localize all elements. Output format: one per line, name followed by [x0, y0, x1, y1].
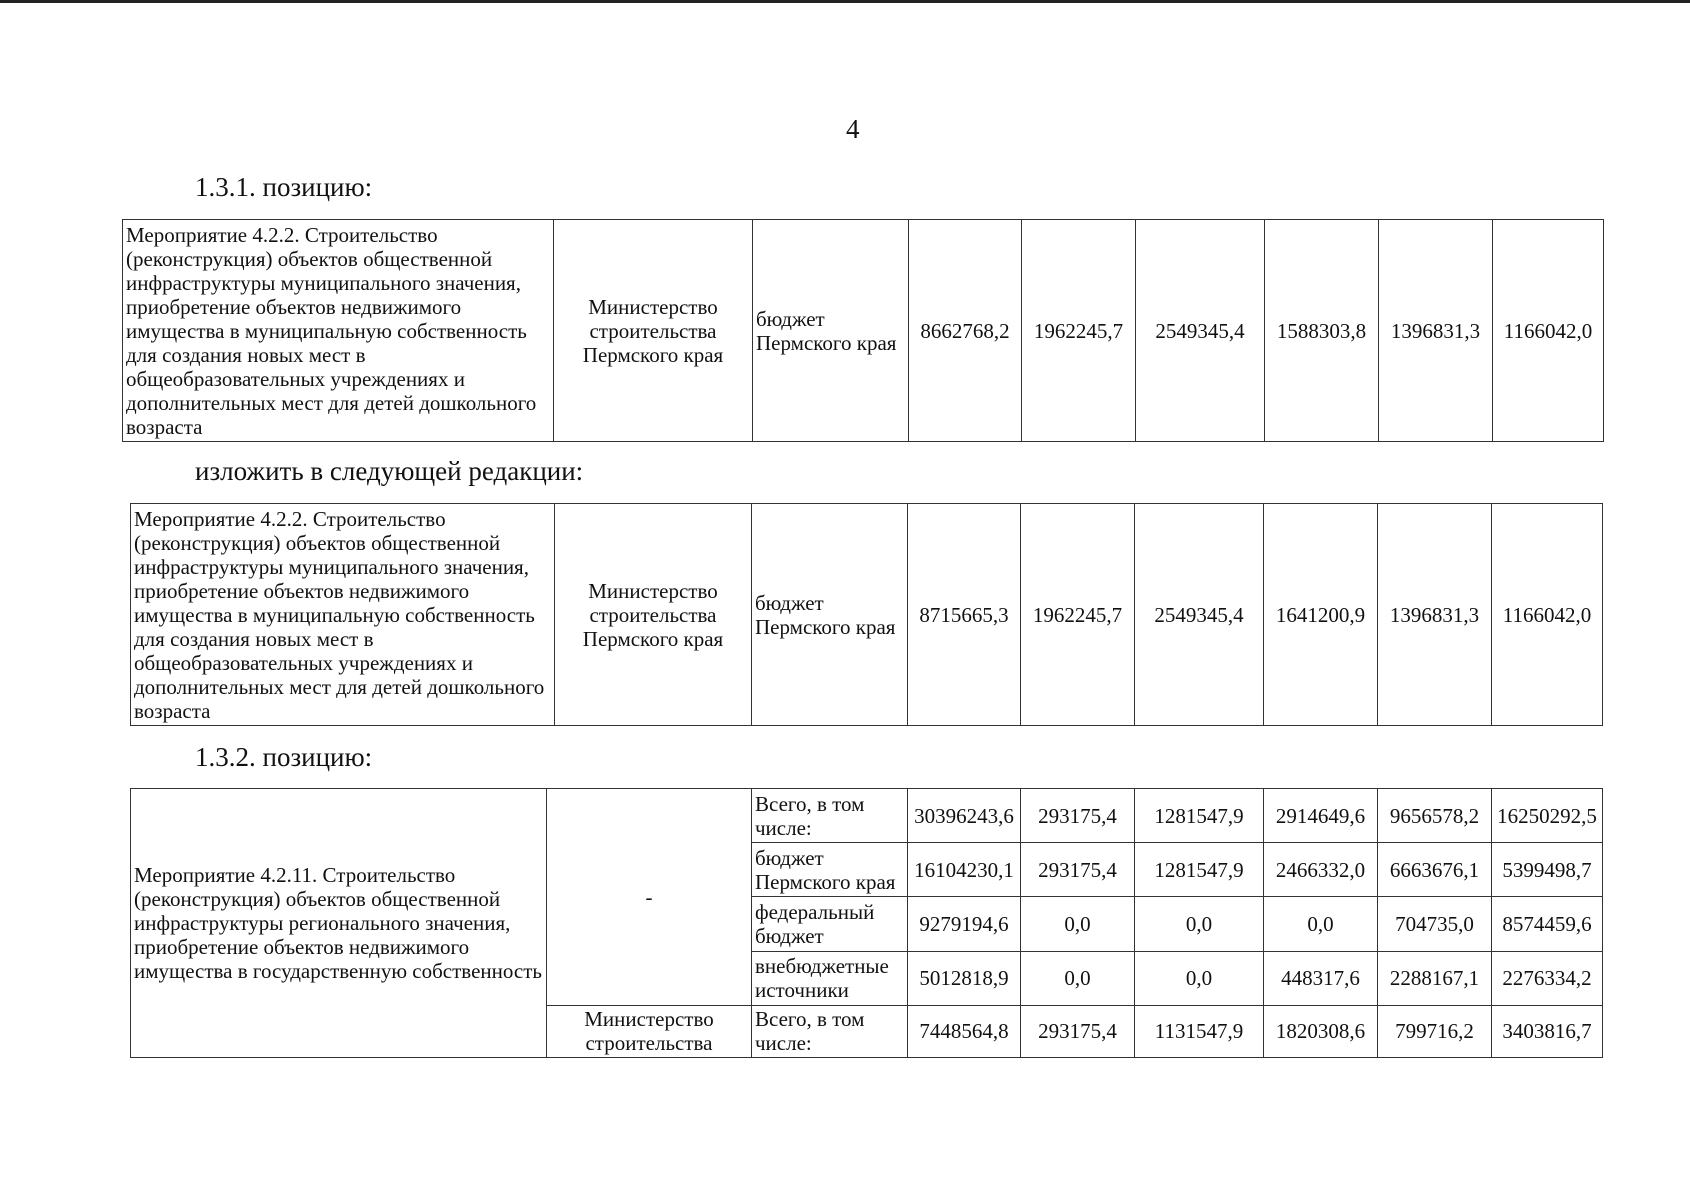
heading-section-1-3-2: 1.3.2. позицию:: [195, 742, 373, 772]
table-row: [131, 789, 1603, 843]
amount-year-1: 293175,4: [1021, 843, 1135, 897]
amount-year-2: 1281547,9: [1135, 843, 1264, 897]
amount-year-5: 1166042,0: [1493, 220, 1604, 442]
funding-source: Всего, в том числе:: [752, 789, 908, 843]
amount-year-2: 1281547,9: [1135, 789, 1264, 843]
amount-year-4: 9656578,2: [1378, 789, 1492, 843]
amount-year-3: 2466332,0: [1264, 843, 1378, 897]
amount-year-5: 8574459,6: [1492, 897, 1603, 951]
amount-year-3: 2914649,6: [1264, 789, 1378, 843]
table-new-edition: [130, 503, 1603, 726]
funding-source: федеральный бюджет: [752, 897, 908, 951]
heading-new-edition: изложить в следующей редакции:: [195, 456, 584, 486]
responsible-executor: Министерство строительства Пермского края: [554, 220, 753, 442]
amount-year-3: 0,0: [1264, 897, 1378, 951]
amount-year-2: 2549345,4: [1135, 504, 1264, 726]
amount-year-1: 293175,4: [1021, 789, 1135, 843]
amount-total: 7448564,8: [908, 1005, 1021, 1057]
activity-description: Мероприятие 4.2.2. Строительство (реконструкция) объектов общественной инфраструктуры муниципального значения, приобретение объектов недвижимого имущества в муниципальную собственность для создания новых мест в общеобразовательных учреждениях и дополнительных мест для детей дошкольного возраста: [131, 504, 555, 726]
amount-total: 5012818,9: [908, 951, 1021, 1005]
amount-year-4: 1396831,3: [1379, 220, 1493, 442]
amount-year-5: 16250292,5: [1492, 789, 1603, 843]
amount-year-5: 5399498,7: [1492, 843, 1603, 897]
amount-year-3: 1641200,9: [1264, 504, 1378, 726]
amount-year-5: 3403816,7: [1492, 1005, 1603, 1057]
amount-year-2: 0,0: [1135, 897, 1264, 951]
amount-total: 8715665,3: [908, 504, 1021, 726]
amount-total: 8662768,2: [909, 220, 1022, 442]
activity-description: Мероприятие 4.2.2. Строительство (реконструкция) объектов общественной инфраструктуры муниципального значения, приобретение объектов недвижимого имущества в муниципальную собственность для создания новых мест в общеобразовательных учреждениях и дополнительных мест для детей дошкольного возраста: [123, 220, 554, 442]
funding-source: внебюджетные источники: [752, 951, 908, 1005]
amount-total: 16104230,1: [908, 843, 1021, 897]
page-number: 4: [846, 114, 860, 144]
funding-source: бюджет Пермского края: [753, 220, 909, 442]
amount-year-2: 1131547,9: [1135, 1005, 1264, 1057]
amount-year-1: 1962245,7: [1021, 504, 1135, 726]
amount-year-4: 799716,2: [1378, 1005, 1492, 1057]
amount-year-3: 448317,6: [1264, 951, 1378, 1005]
amount-year-3: 1820308,6: [1264, 1005, 1378, 1057]
table-position-1-3-2: [130, 788, 1603, 1058]
amount-year-4: 1396831,3: [1378, 504, 1492, 726]
page-top-edge: [0, 0, 1690, 3]
responsible-executor: Министерство строительства Пермского края: [555, 504, 752, 726]
table-row: [131, 504, 1603, 726]
amount-year-4: 6663676,1: [1378, 843, 1492, 897]
amount-year-1: 0,0: [1021, 897, 1135, 951]
table-position-1-3-1: [122, 219, 1604, 442]
amount-year-4: 2288167,1: [1378, 951, 1492, 1005]
amount-year-1: 0,0: [1021, 951, 1135, 1005]
amount-year-5: 1166042,0: [1492, 504, 1603, 726]
responsible-executor: Министерство строительства: [547, 1005, 752, 1057]
amount-year-3: 1588303,8: [1265, 220, 1379, 442]
funding-source: Всего, в том числе:: [752, 1005, 908, 1057]
amount-year-4: 704735,0: [1378, 897, 1492, 951]
responsible-executor: [547, 789, 752, 1006]
funding-source: бюджет Пермского края: [752, 504, 908, 726]
amount-total: 30396243,6: [908, 789, 1021, 843]
heading-section-1-3-1: 1.3.1. позицию:: [195, 172, 373, 202]
responsible-dash: -: [645, 884, 653, 909]
amount-year-1: 1962245,7: [1022, 220, 1136, 442]
amount-year-1: 293175,4: [1021, 1005, 1135, 1057]
amount-year-2: 0,0: [1135, 951, 1264, 1005]
table-row: [123, 220, 1604, 442]
amount-year-5: 2276334,2: [1492, 951, 1603, 1005]
activity-description: Мероприятие 4.2.11. Строительство (реконструкция) объектов общественной инфраструктуры регионального значения, приобретение объектов недвижимого имущества в государственную собственность: [131, 789, 547, 1058]
funding-source: бюджет Пермского края: [752, 843, 908, 897]
amount-year-2: 2549345,4: [1136, 220, 1265, 442]
amount-total: 9279194,6: [908, 897, 1021, 951]
